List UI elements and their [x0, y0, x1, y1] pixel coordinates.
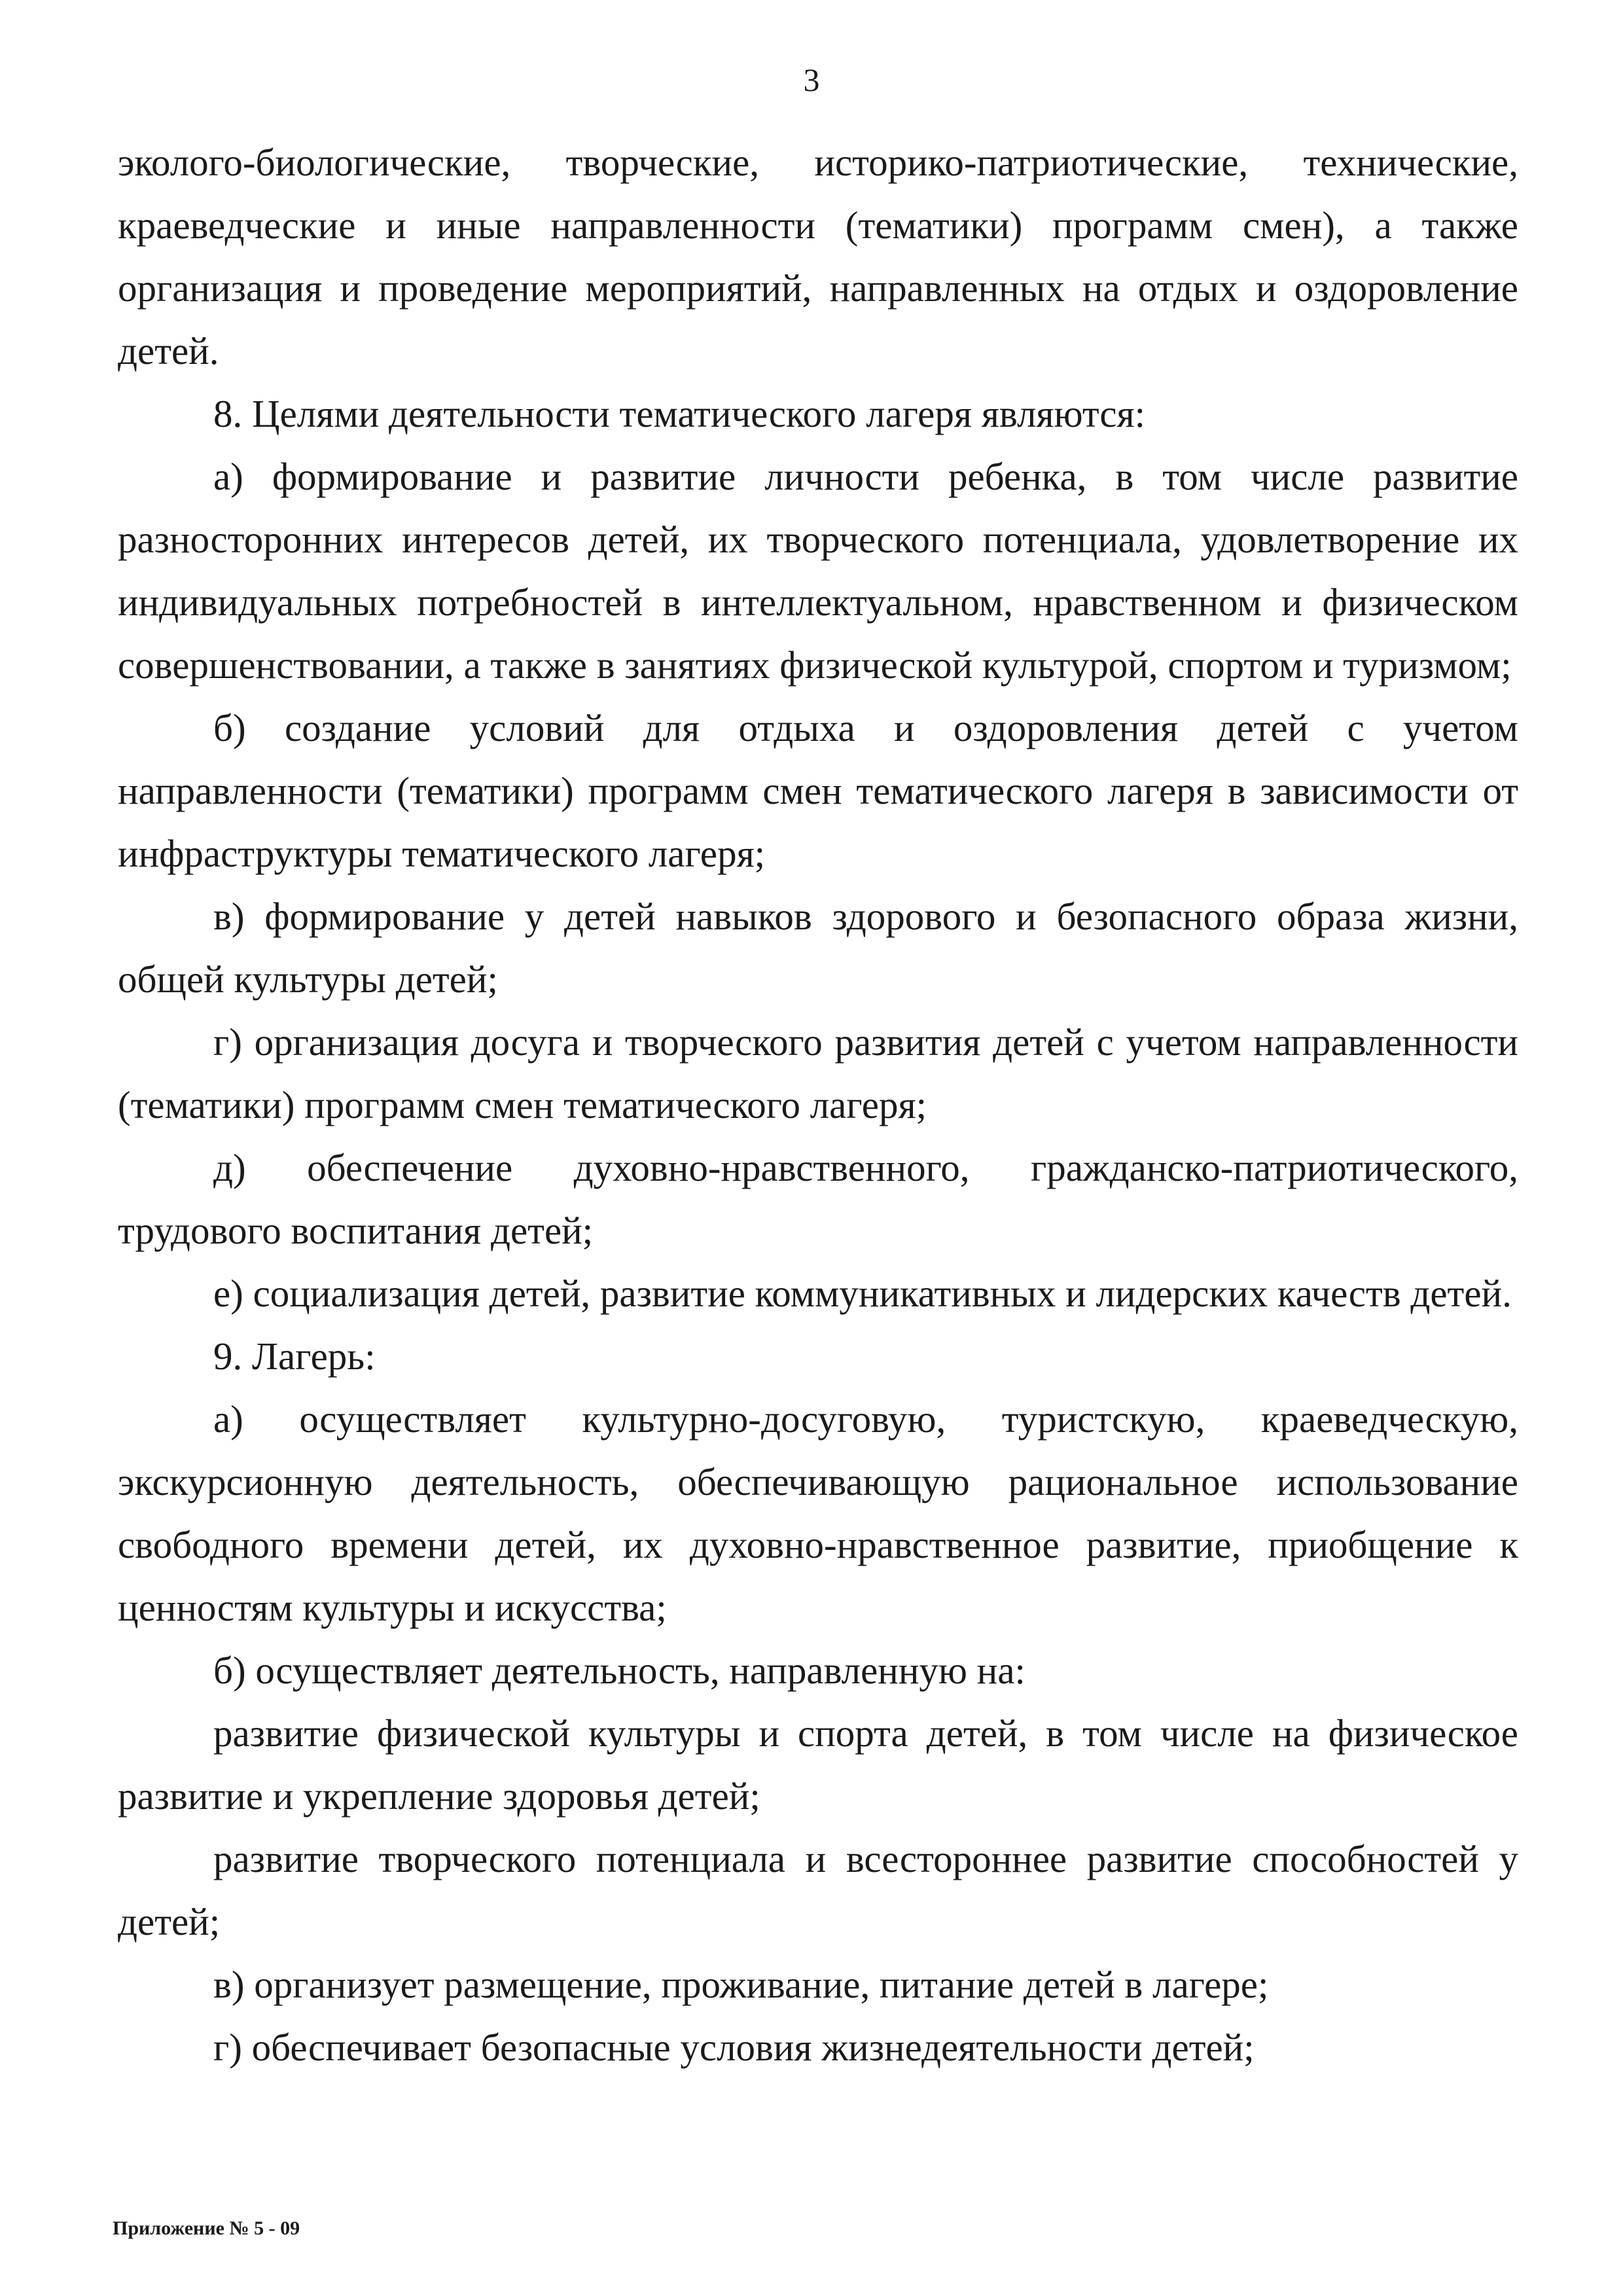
paragraph-8-heading: 8. Целями деятельности тематического лагеря являются: — [213, 392, 1146, 435]
document-body — [118, 131, 1518, 2079]
paragraph-8e: е) социализация детей, развитие коммуникативных и лидерских качеств детей. — [213, 1272, 1512, 1315]
paragraph-9v: в) организует размещение, проживание, питание детей в лагере; — [213, 1963, 1269, 2006]
paragraph-9b-item-2: развитие творческого потенциала и всестороннее развитие способностей у детей; — [118, 1837, 1518, 1943]
paragraph-8a: а) формирование и развитие личности ребенка, в том числе развитие разносторонних интересов детей, их творческого потенциала, удовлетворение их индивидуальных потребностей в интеллектуальном, нравственном и физическом совершенствовании, а также в занятиях физической культурой, спортом и туризмом; — [118, 455, 1518, 687]
paragraph-continuation: эколого-биологические, творческие, историко-патриотические, технические, краеведческие и иные направленности (тематики) программ смен), а также организация и проведение мероприятий, направленных на отдых и оздоровление детей. — [118, 141, 1518, 372]
paragraph-8b: б) создание условий для отдыха и оздоровления детей с учетом направленности (тематики) программ смен тематического лагеря в зависимости от инфраструктуры тематического лагеря; — [118, 706, 1518, 875]
paragraph-9a: а) осуществляет культурно-досуговую, туристскую, краеведческую, экскурсионную деятельность, обеспечивающую рациональное использование свободного времени детей, их духовно-нравственное развитие, приобщение к ценностям культуры и искусства; — [118, 1397, 1518, 1629]
footer-attachment-label: Приложение № 5 - 09 — [113, 2217, 300, 2239]
paragraph-9-heading: 9. Лагерь: — [213, 1335, 376, 1378]
paragraph-9b-item-1: развитие физической культуры и спорта детей, в том числе на физическое развитие и укрепление здоровья детей; — [118, 1712, 1518, 1818]
page-number: 3 — [803, 62, 820, 98]
paragraph-8g: г) организация досуга и творческого развития детей с учетом направленности (тематики) программ смен тематического лагеря; — [118, 1020, 1518, 1126]
paragraph-9b: б) осуществляет деятельность, направленную на: — [213, 1649, 1026, 1692]
paragraph-8v: в) формирование у детей навыков здорового и безопасного образа жизни, общей культуры детей; — [118, 895, 1518, 1001]
paragraph-8d: д) обеспечение духовно-нравственного, гражданско-патриотического, трудового воспитания детей; — [118, 1146, 1518, 1252]
paragraph-9g: г) обеспечивает безопасные условия жизнедеятельности детей; — [213, 2026, 1255, 2069]
